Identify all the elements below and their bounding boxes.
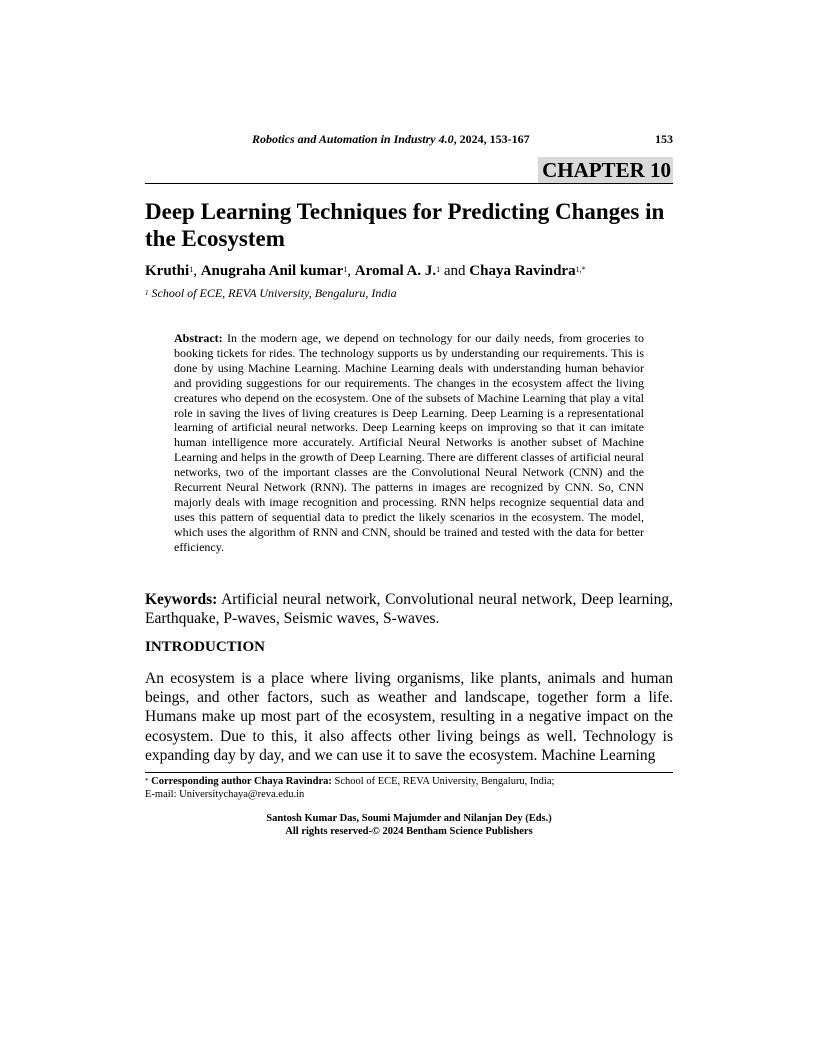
author-name: Kruthi (145, 263, 190, 279)
footnote-rule (145, 772, 673, 773)
journal-title: Robotics and Automation in Industry 4.0 (252, 132, 454, 146)
author-affil-mark: 1 (343, 265, 348, 274)
abstract-text: In the modern age, we depend on technology for our daily needs, from groceries to booking tickets for rides. The technology supports us by understanding our requirements. This is done by using Machine Learning. Machine Learning deals with understanding human behavior and providing suggestions for our requirements. The changes in the ecosystem affect the living creatures who depend on the ecosystem. One of the subsets of Machine Learning that play a vital role in saving the lives of living creatures is Deep Learning. Deep Learning is a representational learning of artificial neural networks. Deep Learning keeps on improving so that it can imitate human intelligence more accurately. Artificial Neural Networks is another subset of Machine Learning and helps in the growth of Deep Learning. There are different classes of artificial neural networks, two of the important classes are the Convolutional Neural Network (CNN) and the Recurrent Neural Network (RNN). The patterns in images are recognized by CNN. So, CNN majorly deals with image recognition and processing. RNN helps recognize sequential data and uses this pattern of sequential data to predict the likely scenarios in the ecosystem. The model, which uses the algorithm of RNN and CNN, should be trained and tested with the data for better efficiency. (174, 331, 645, 554)
abstract (174, 331, 644, 555)
running-head (145, 132, 673, 148)
keywords (145, 590, 673, 628)
publisher-info (145, 812, 673, 838)
keywords-label: Keywords: (145, 591, 218, 608)
footnote-label: Corresponding author Chaya Ravindra: (151, 776, 332, 787)
author-name: Chaya Ravindra (469, 263, 576, 279)
introduction-paragraph: An ecosystem is a place where living organisms, like plants, animals and human beings, and other factors, such as weather and landscape, together form a life. Humans make up most part of the ecosystem, resulting in a negative impact on the ecosystem. Due to this, it also affects other living beings as well. Technology is expanding day by day, and we can use it to save the ecosystem. Machine Learning (145, 670, 673, 764)
editors-line: Santosh Kumar Das, Soumi Majumder and Nilanjan Dey (Eds.) (266, 813, 552, 824)
abstract-label: Abstract: (174, 331, 223, 345)
footnote-text: School of ECE, REVA University, Bengaluru, India; (334, 776, 555, 787)
author-separator: , (193, 263, 201, 279)
footnote-mark: * (145, 777, 149, 785)
author-affil-mark: 1,* (575, 265, 586, 274)
header-rule (145, 183, 673, 184)
footnote-line (145, 775, 673, 788)
affiliation-text: School of ECE, REVA University, Bengaluru, India (151, 286, 397, 300)
author-separator: and (440, 263, 470, 279)
author-affil-mark: 1 (189, 265, 194, 274)
keywords-text: Artificial neural network, Convolutional neural network, Deep learning, Earthquake, P-waves, Seismic waves, S-waves. (145, 591, 673, 627)
chapter-title: Deep Learning Techniques for Predicting Changes in the Ecosystem (145, 199, 665, 251)
author-name: Aromal A. J. (354, 263, 437, 279)
footnote-email: E-mail: Universitychaya@reva.edu.in (145, 789, 305, 800)
chapter-label: CHAPTER 10 (538, 157, 673, 184)
rights-line: All rights reserved-© 2024 Bentham Science Publishers (285, 826, 533, 837)
section-heading: INTRODUCTION (145, 639, 266, 655)
author-list (145, 262, 685, 280)
journal-details: , 2024, 153-167 (453, 132, 530, 146)
journal-citation (252, 132, 530, 147)
author-affil-mark: 1 (436, 265, 441, 274)
affiliation-mark: 1 (145, 289, 149, 297)
affiliation (145, 286, 397, 301)
author-name: Anugraha Anil kumar (200, 263, 344, 279)
footnote (145, 775, 673, 801)
author-separator: , (347, 263, 355, 279)
page-number: 153 (655, 132, 673, 146)
